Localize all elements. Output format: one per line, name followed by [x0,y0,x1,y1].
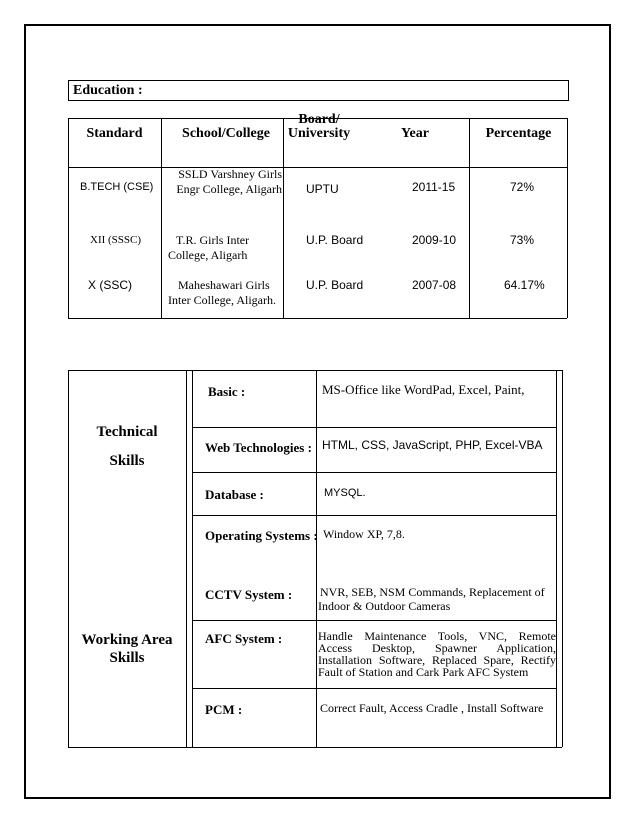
table-col-divider [161,118,162,318]
table-row-divider [192,472,556,473]
cell-school-line1: SSLD Varshney Girls [178,167,282,181]
cell-school-line2: College, Aligarh [168,248,248,262]
cell-school-line2: Inter College, Aligarh. [168,293,276,307]
table-col-divider [186,370,187,747]
table-row-divider [192,688,556,689]
skill-label: Web Technologies : [205,440,312,455]
cell-percentage: 64.17% [504,278,545,292]
skill-value: Correct Fault, Access Cradle , Install Software [320,701,544,715]
header-standard: Standard [86,126,143,141]
cell-board: U.P. Board [306,233,364,247]
cell-year: 2009-10 [412,233,457,247]
skill-label: Database : [205,487,264,502]
skill-label: CCTV System : [205,587,293,602]
cell-board: UPTU [306,182,339,196]
header-year: Year [401,126,429,141]
skill-label: Basic : [208,384,246,399]
table-row-divider [192,515,556,516]
skill-value: MYSQL. [324,487,366,499]
table-row-divider [192,620,556,621]
skill-value: NVR, SEB, NSM Commands, Replacement of Indoor & Outdoor Cameras [318,585,545,613]
cell-school-line1: T.R. Girls Inter [176,233,250,247]
skill-label: Operating Systems : [205,528,318,543]
skill-label: PCM : [205,702,243,717]
technical-skills-line2: Skills [109,453,145,469]
cell-standard: B.TECH (CSE) [80,181,154,193]
table-border-right [567,118,568,318]
table-col-divider [556,370,557,747]
cell-percentage: 73% [510,233,535,247]
table-border-bottom [68,318,567,319]
header-board-line1: Board/ [298,112,340,127]
table-col-divider [469,118,470,318]
skill-value: HTML, CSS, JavaScript, PHP, Excel-VBA [322,438,543,452]
header-board-line2: University [287,126,351,141]
table-border-bottom [68,747,562,748]
table-row-divider [68,167,567,168]
table-border-top [68,370,562,371]
skill-value: Handle Maintenance Tools, VNC, Remote Access Desktop, Spawner Application, Installation Software, Replaced Spare, Rectify Fault of Station and Cark Park AFC System [318,629,556,679]
cell-standard: XII (SSSC) [90,234,142,246]
skill-value: Window XP, 7,8. [323,527,405,541]
table-col-divider [283,118,284,318]
cell-board: U.P. Board [306,278,364,292]
skill-label: AFC System : [205,631,283,646]
cell-year: 2007-08 [412,278,457,292]
cell-standard: X (SSC) [88,278,133,292]
cell-percentage: 72% [510,180,535,194]
working-area-skills-line2: Skills [109,650,145,666]
table-row-divider [192,427,556,428]
header-percentage: Percentage [485,126,552,141]
header-school: School/College [182,126,270,141]
cell-year: 2011-15 [412,180,456,194]
education-heading: Education : [68,80,569,101]
working-area-skills-line1: Working Area [81,632,173,648]
table-border-left [68,118,69,318]
skill-value: MS-Office like WordPad, Excel, Paint, [322,382,525,397]
cell-school-line1: Maheshawari Girls [178,278,270,292]
table-border-right [562,370,563,747]
technical-skills-line1: Technical [96,424,158,440]
cell-school-line2: Engr College, Aligarh [176,182,282,196]
